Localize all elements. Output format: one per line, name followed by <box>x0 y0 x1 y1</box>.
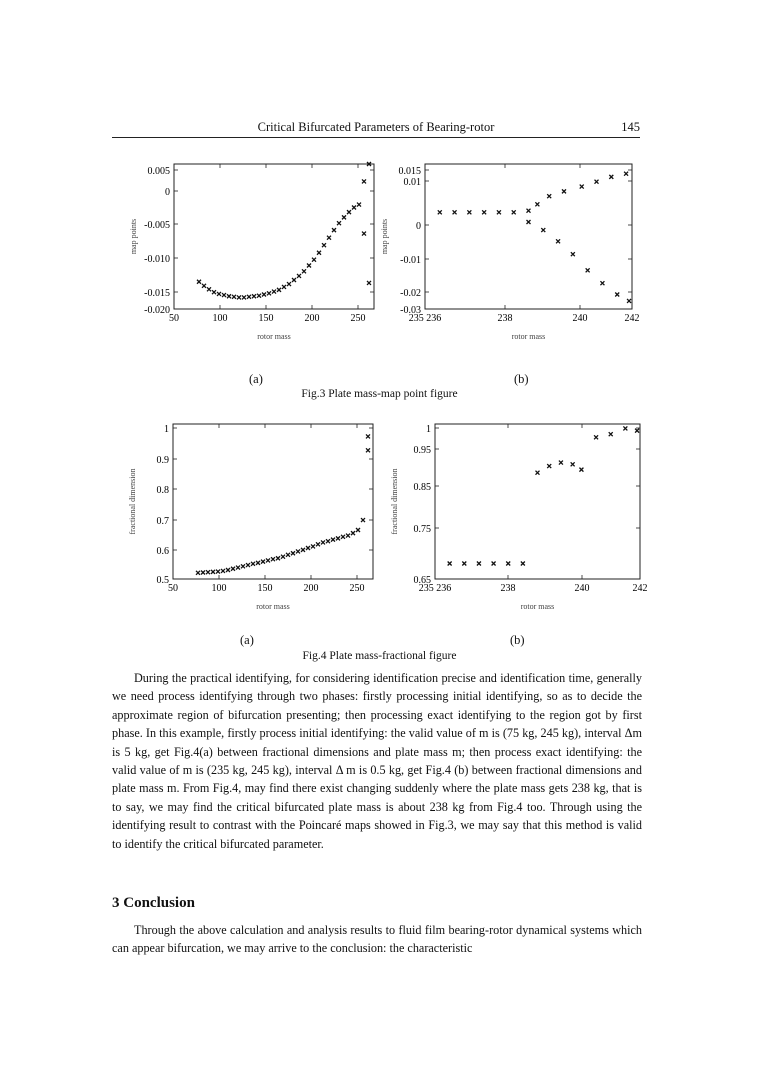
data-point <box>311 544 315 548</box>
x-tick-label: 235 236 <box>418 583 452 594</box>
data-point <box>282 285 286 289</box>
data-point <box>347 210 351 214</box>
data-point <box>327 236 331 240</box>
data-point <box>207 287 211 291</box>
data-point <box>627 299 631 303</box>
fig4-sub-b: (b) <box>510 633 525 647</box>
x-tick-label: 235 236 <box>408 313 442 324</box>
y-tick-label: 0.85 <box>413 482 431 493</box>
x-tick-label: 250 <box>350 313 366 324</box>
data-point <box>556 239 560 243</box>
data-point <box>287 282 291 286</box>
data-point <box>492 562 496 566</box>
data-point <box>256 561 260 565</box>
y-tick-label: -0.010 <box>144 254 170 265</box>
data-point <box>232 295 236 299</box>
y-tick-label: 0.01 <box>403 177 421 188</box>
data-point <box>246 563 250 567</box>
y-tick-label: 0 <box>416 221 421 232</box>
data-point <box>342 215 346 219</box>
x-tick-label: 100 <box>212 313 228 324</box>
data-point <box>317 251 321 255</box>
data-point <box>266 558 270 562</box>
data-point <box>609 432 613 436</box>
fig3-sub-a: (a) <box>249 372 263 386</box>
fig4b-chart <box>380 420 660 620</box>
y-tick-label: 1 <box>164 424 169 435</box>
data-point <box>316 542 320 546</box>
plot-frame <box>173 424 373 579</box>
data-point <box>236 566 240 570</box>
data-point <box>521 562 525 566</box>
x-tick-label: 50 <box>169 313 179 324</box>
data-point <box>322 243 326 247</box>
data-point <box>453 210 457 214</box>
x-tick-label: 238 <box>500 583 516 594</box>
data-point <box>367 281 371 285</box>
x-axis-label: rotor mass <box>256 602 290 611</box>
x-tick-label: 240 <box>572 313 588 324</box>
data-point <box>579 468 583 472</box>
data-point <box>277 288 281 292</box>
data-point <box>321 540 325 544</box>
data-point <box>281 555 285 559</box>
data-point <box>226 568 230 572</box>
x-tick-label: 238 <box>497 313 513 324</box>
data-point <box>623 426 627 430</box>
data-point <box>356 528 360 532</box>
data-point <box>467 210 471 214</box>
data-point <box>351 531 355 535</box>
y-tick-label: 0.8 <box>156 485 169 496</box>
body-paragraph-1-text: During the practical identifying, for considering identification precise and identification time, generally we need process identifying through two phases: firstly processing initial identifying, so as to decide the approximate region of bifurcation presenting; then processing exact identifying to the region got by first phase. In this example, firstly process initial identifying: the valid value of m is (75 kg, 245 kg), interval Δm is 5 kg, get Fig.4(a) between fractional dimensions and plate mass m; then process exact identifying: the valid value of m is (235 kg, 245 kg), interval Δ m is 0.5 kg, get Fig.4 (b) between fractional dimensions and plate mass m. From Fig.4, may find there exist changing suddenly where the plate mass gets 238 kg, that is to say, we may find the critical bifurcated plate mass is about 238 kg from Fig.4 too. Through using the identifying result to contrast with the Poincaré maps showed in Fig.3, we may say that this method is valid to identify the critical bifurcated parameter. <box>112 671 642 851</box>
data-point <box>624 172 628 176</box>
y-tick-label: -0.02 <box>400 288 421 299</box>
data-point <box>237 295 241 299</box>
x-tick-label: 150 <box>258 313 274 324</box>
data-point <box>535 202 539 206</box>
data-point <box>222 293 226 297</box>
y-tick-label: -0.015 <box>144 288 170 299</box>
data-point <box>201 570 205 574</box>
data-point <box>302 269 306 273</box>
data-point <box>227 294 231 298</box>
data-point <box>559 461 563 465</box>
data-point <box>357 203 361 207</box>
data-point <box>247 295 251 299</box>
y-tick-label: 0.9 <box>156 455 169 466</box>
y-tick-label: 0.5 <box>156 575 169 586</box>
fig3a-chart <box>100 158 390 358</box>
data-point <box>306 546 310 550</box>
data-point <box>536 471 540 475</box>
data-point <box>296 549 300 553</box>
page-number: 145 <box>621 120 640 134</box>
header-rule <box>112 137 640 138</box>
fig3-caption: Fig.3 Plate mass-map point figure <box>301 388 458 400</box>
fig4-caption: Fig.4 Plate mass-fractional figure <box>302 650 457 662</box>
data-point <box>362 179 366 183</box>
data-point <box>271 557 275 561</box>
section-heading: 3 Conclusion <box>112 895 195 911</box>
data-point <box>600 281 604 285</box>
data-point <box>292 278 296 282</box>
data-point <box>252 294 256 298</box>
data-point <box>547 194 551 198</box>
data-point <box>609 175 613 179</box>
data-point <box>595 180 599 184</box>
plot-frame <box>174 164 374 309</box>
data-point <box>257 294 261 298</box>
data-point <box>571 462 575 466</box>
y-tick-label: 0.75 <box>413 524 431 535</box>
y-axis-label: fractional dimension <box>390 468 399 535</box>
fig3b-chart <box>380 158 660 358</box>
data-point <box>307 264 311 268</box>
y-axis-label: fractional dimension <box>128 468 137 535</box>
data-point <box>346 534 350 538</box>
body-paragraph-2-text: Through the above calculation and analysis results to fluid film bearing-rotor dynamical systems which can appear bifurcation, we may arrive to the conclusion: the characteristic <box>112 923 642 956</box>
data-point <box>217 292 221 296</box>
data-point <box>366 448 370 452</box>
data-point <box>276 556 280 560</box>
data-point <box>301 548 305 552</box>
data-point <box>586 268 590 272</box>
body-paragraph-1 <box>112 669 642 853</box>
x-tick-label: 250 <box>349 583 365 594</box>
data-point <box>527 220 531 224</box>
data-point <box>326 539 330 543</box>
data-point <box>362 232 366 236</box>
x-tick-label: 242 <box>632 583 648 594</box>
data-point <box>477 562 481 566</box>
x-tick-label: 200 <box>304 313 320 324</box>
data-point <box>562 189 566 193</box>
data-point <box>291 551 295 555</box>
data-point <box>615 293 619 297</box>
data-point <box>242 295 246 299</box>
data-point <box>366 434 370 438</box>
y-tick-label: 0.005 <box>147 166 170 177</box>
data-point <box>462 562 466 566</box>
x-tick-label: 150 <box>257 583 273 594</box>
y-tick-label: -0.005 <box>144 220 170 231</box>
data-point <box>211 570 215 574</box>
data-point <box>206 570 210 574</box>
data-point <box>547 464 551 468</box>
y-tick-label: 0.95 <box>413 445 431 456</box>
y-tick-label: 0.65 <box>413 575 431 586</box>
data-point <box>286 553 290 557</box>
data-point <box>635 429 639 433</box>
data-point <box>272 290 276 294</box>
data-point <box>312 258 316 262</box>
data-point <box>267 291 271 295</box>
data-point <box>541 228 545 232</box>
data-point <box>527 209 531 213</box>
data-point <box>216 570 220 574</box>
data-point <box>241 564 245 568</box>
data-point <box>438 210 442 214</box>
y-tick-label: -0.020 <box>144 305 170 316</box>
running-header <box>112 118 640 138</box>
plot-frame <box>435 424 640 579</box>
x-tick-label: 50 <box>168 583 178 594</box>
x-axis-label: rotor mass <box>257 332 291 341</box>
fig4-sub-a: (a) <box>240 633 254 647</box>
y-tick-label: 1 <box>426 424 431 435</box>
data-point <box>251 562 255 566</box>
x-axis-label: rotor mass <box>511 332 546 341</box>
data-point <box>332 228 336 232</box>
y-tick-label: 0.6 <box>156 546 169 557</box>
x-tick-label: 240 <box>574 583 590 594</box>
data-point <box>580 185 584 189</box>
data-point <box>448 562 452 566</box>
y-tick-label: 0 <box>165 187 170 198</box>
x-axis-label: rotor mass <box>520 602 555 611</box>
data-point <box>482 210 486 214</box>
y-tick-label: -0.03 <box>400 305 421 316</box>
data-point <box>202 284 206 288</box>
x-tick-label: 242 <box>624 313 640 324</box>
data-point <box>497 210 501 214</box>
data-point <box>297 274 301 278</box>
data-point <box>571 252 575 256</box>
y-tick-label: 0.015 <box>398 166 421 177</box>
data-point <box>337 221 341 225</box>
data-point <box>231 567 235 571</box>
fig4a-chart <box>100 420 390 620</box>
data-point <box>336 536 340 540</box>
data-point <box>352 206 356 210</box>
x-tick-label: 200 <box>303 583 319 594</box>
data-point <box>262 293 266 297</box>
data-point <box>197 280 201 284</box>
x-tick-label: 100 <box>211 583 227 594</box>
y-tick-label: 0.7 <box>156 516 169 527</box>
data-point <box>594 435 598 439</box>
running-title: Critical Bifurcated Parameters of Bearing-rotor <box>257 120 495 134</box>
y-axis-label: map points <box>380 218 389 255</box>
data-point <box>212 290 216 294</box>
data-point <box>512 210 516 214</box>
body-paragraph-2 <box>112 921 642 958</box>
data-point <box>331 538 335 542</box>
y-axis-label: map points <box>129 218 138 255</box>
y-tick-label: -0.01 <box>400 255 421 266</box>
data-point <box>221 569 225 573</box>
data-point <box>361 518 365 522</box>
fig3-sub-b: (b) <box>514 372 529 386</box>
data-point <box>196 571 200 575</box>
data-point <box>341 535 345 539</box>
plot-frame <box>425 164 632 309</box>
data-point <box>261 560 265 564</box>
data-point <box>506 562 510 566</box>
